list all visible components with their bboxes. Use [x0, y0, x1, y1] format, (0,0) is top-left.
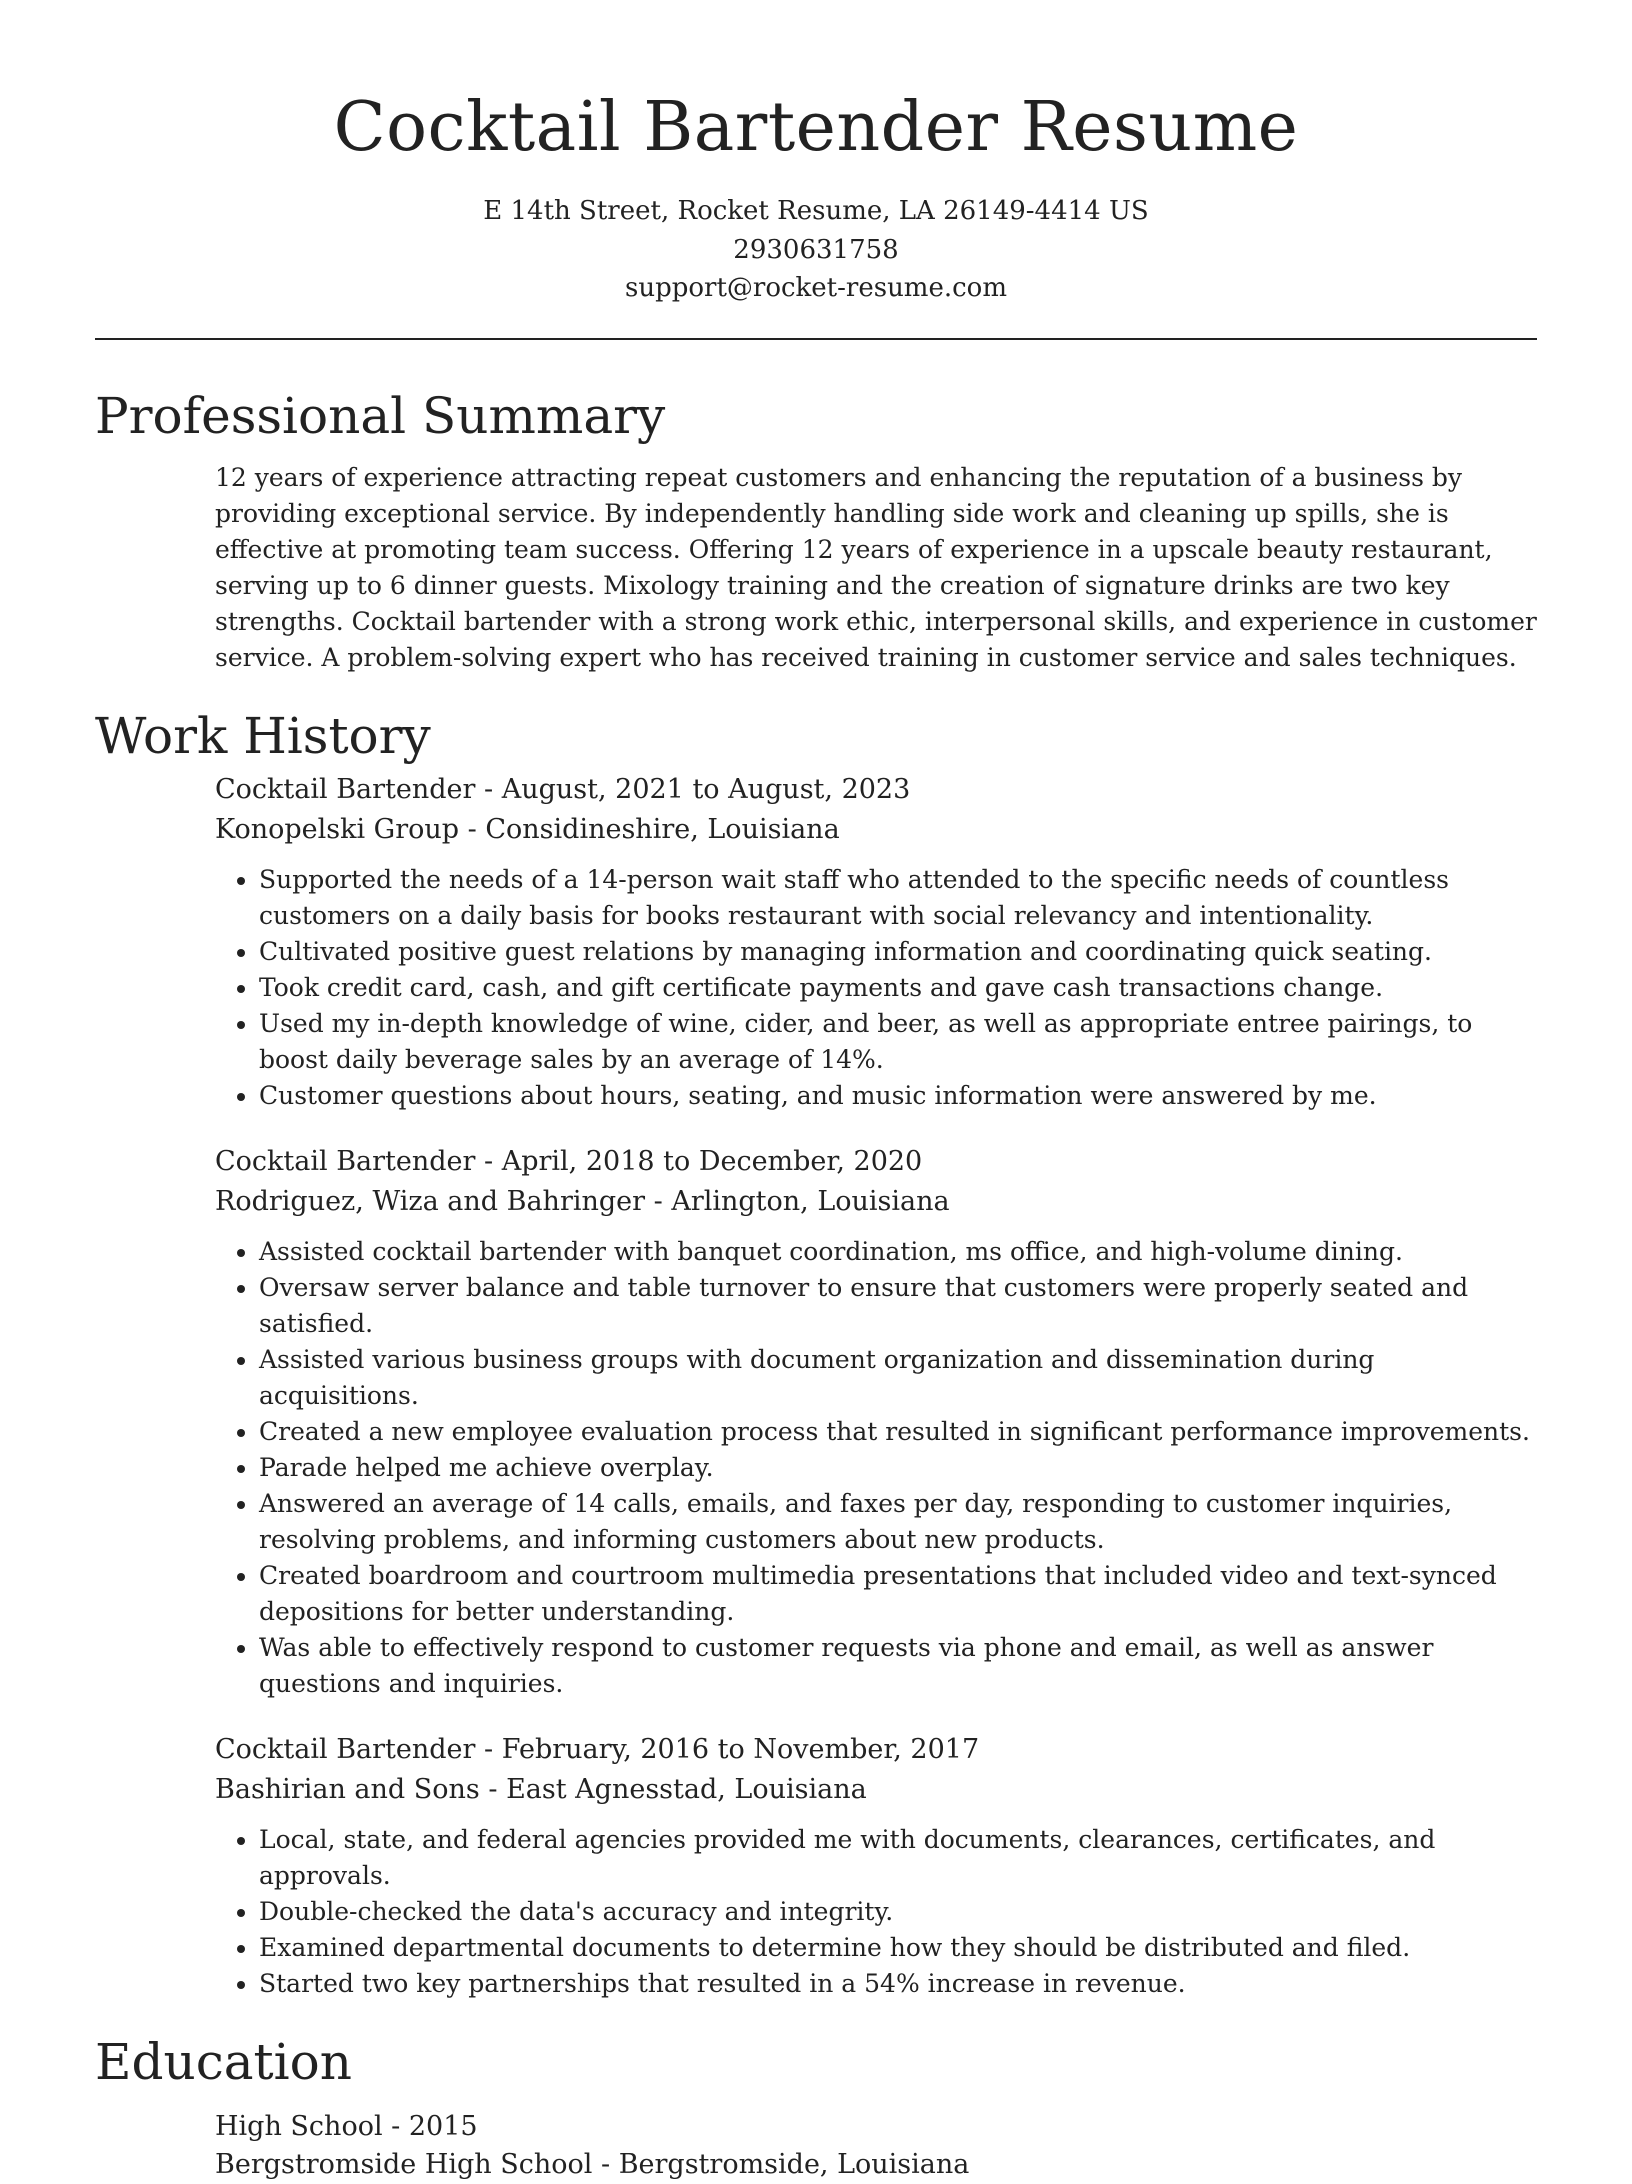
job-bullet: • Cultivated positive guest relations by managing information and coordinating quick seating. — [259, 934, 1537, 970]
job-bullet: • Parade helped me achieve overplay. — [259, 1450, 1537, 1486]
resume-title: Cocktail Bartender Resume — [333, 88, 1299, 167]
education-entry — [215, 2108, 1537, 2184]
education-heading: Education — [95, 2032, 352, 2091]
job-bullet: • Used my in-depth knowledge of wine, cider, and beer, as well as appropriate entree pairings, to boost daily beverage sales by an average of 14%. — [259, 1006, 1537, 1078]
job-title-dates: Cocktail Bartender - April, 2018 to December, 2020 — [215, 1145, 923, 1177]
resume-header — [95, 0, 1537, 308]
job-bullet: • Started two key partnerships that resulted in a 54% increase in revenue. — [259, 1966, 1537, 2002]
job-bullet: • Supported the needs of a 14-person wait staff who attended to the specific needs of countless customers on a daily basis for books restaurant with social relevancy and intentionality. — [259, 862, 1537, 934]
job-bullet: • Examined departmental documents to determine how they should be distributed and filed. — [259, 1930, 1537, 1966]
education-school: Bergstromside High School - Bergstromside, Louisiana — [215, 2148, 970, 2180]
education-degree: High School - 2015 — [215, 2110, 478, 2142]
job-bullet: • Double-checked the data's accuracy and integrity. — [259, 1894, 1537, 1930]
phone: 2930631758 — [733, 234, 899, 265]
job-company-location: Konopelski Group - Considineshire, Louisiana — [215, 813, 840, 845]
job-bullet: • Created a new employee evaluation process that resulted in significant performance improvements. — [259, 1414, 1537, 1450]
job-title-dates: Cocktail Bartender - August, 2021 to August, 2023 — [215, 773, 911, 805]
job-company-location: Rodriguez, Wiza and Bahringer - Arlington, Louisiana — [215, 1185, 950, 1217]
work-history-heading: Work History — [95, 706, 431, 765]
job-bullet: • Assisted various business groups with document organization and dissemination during acquisitions. — [259, 1342, 1537, 1414]
job-bullet: • Took credit card, cash, and gift certificate payments and gave cash transactions change. — [259, 970, 1537, 1006]
job-bullet: • Was able to effectively respond to customer requests via phone and email, as well as answer questions and inquiries. — [259, 1630, 1537, 1702]
job-bullet: • Oversaw server balance and table turnover to ensure that customers were properly seated and satisfied. — [259, 1270, 1537, 1342]
job-bullet: • Created boardroom and courtroom multimedia presentations that included video and text-synced depositions for better understanding. — [259, 1558, 1537, 1630]
job-bullet: • Local, state, and federal agencies provided me with documents, clearances, certificates, and approvals. — [259, 1822, 1537, 1894]
work-history-list — [95, 770, 1537, 2002]
job-entry — [215, 1142, 1537, 1702]
job-bullets — [215, 1822, 1537, 2002]
job-bullets — [215, 862, 1537, 1114]
address: E 14th Street, Rocket Resume, LA 26149-4414 US — [483, 196, 1149, 226]
summary-text: 12 years of experience attracting repeat customers and enhancing the reputation of a business by providing exceptional service. By independently handling side work and cleaning up spills, she is effective at promoting team success. Offering 12 years of experience in a upscale beauty restaurant, serving up to 6 dinner guests. Mixology training and the creation of signature drinks are two key strengths. Cocktail bartender with a strong work ethic, interpersonal skills, and experience in customer service. A problem-solving expert who has received training in customer service and sales techniques. — [215, 462, 1537, 672]
job-bullet: • Assisted cocktail bartender with banquet coordination, ms office, and high-volume dining. — [259, 1234, 1537, 1270]
job-entry — [215, 1730, 1537, 2002]
job-bullets — [215, 1234, 1537, 1702]
job-bullet: • Answered an average of 14 calls, emails, and faxes per day, responding to customer inquiries, resolving problems, and informing customers about new products. — [259, 1486, 1537, 1558]
job-company-location: Bashirian and Sons - East Agnesstad, Louisiana — [215, 1773, 867, 1805]
contact-info — [95, 192, 1537, 308]
email: support@rocket-resume.com — [624, 273, 1007, 303]
job-entry — [215, 770, 1537, 1114]
job-title-dates: Cocktail Bartender - February, 2016 to November, 2017 — [215, 1733, 980, 1765]
summary-heading: Professional Summary — [95, 386, 666, 445]
header-divider — [95, 338, 1537, 340]
job-bullet: • Customer questions about hours, seating, and music information were answered by me. — [259, 1078, 1537, 1114]
